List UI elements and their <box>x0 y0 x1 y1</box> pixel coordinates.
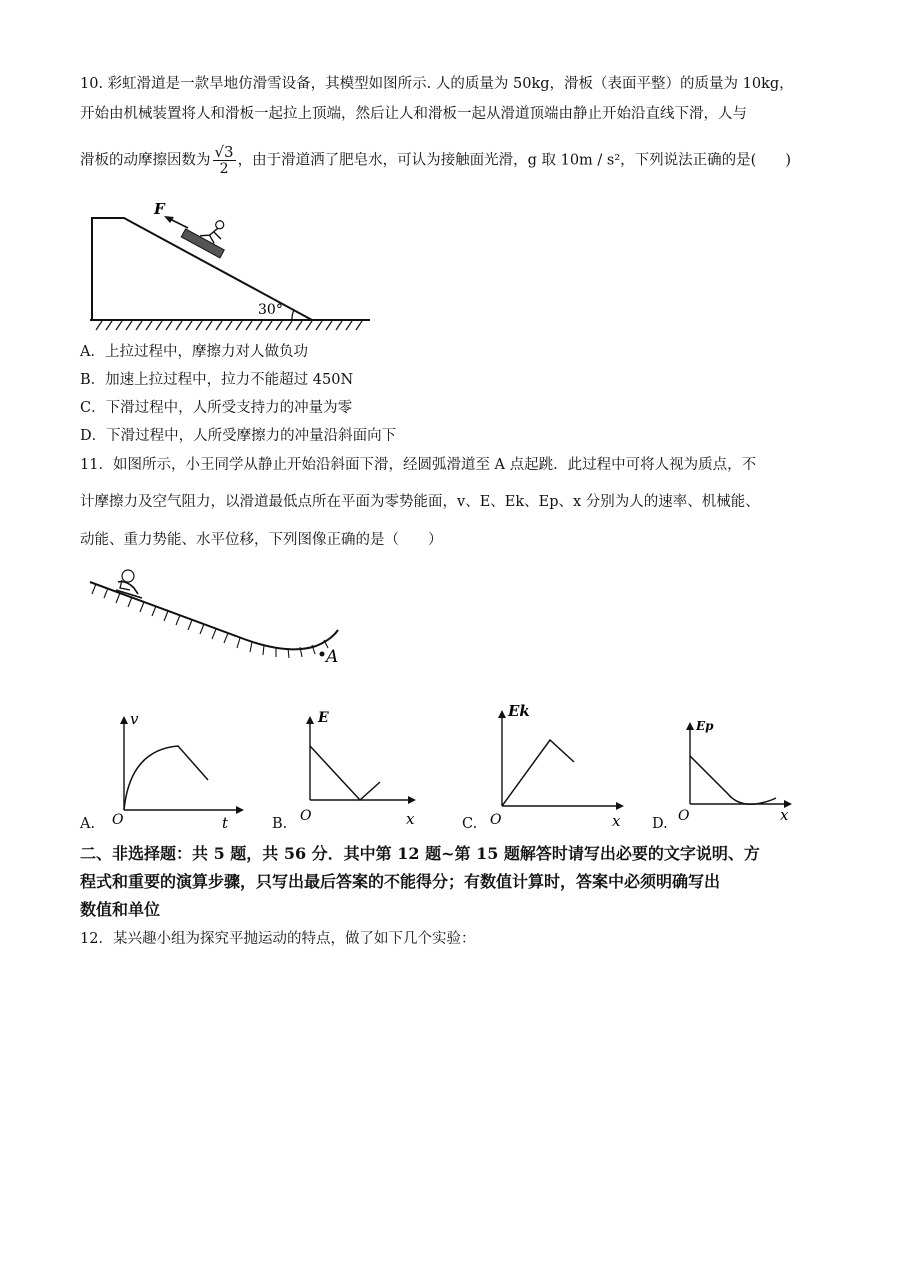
q12-line-1: 12．某兴趣小组为探究平抛运动的特点，做了如下几个实验： <box>80 931 476 947</box>
ek-x-curve <box>502 740 574 806</box>
point-a-label: A <box>326 647 339 667</box>
graph-c-origin: O <box>490 812 502 828</box>
graph-d <box>676 712 806 824</box>
graph-a-xlabel: t <box>222 814 229 832</box>
graph-a-origin: O <box>112 812 124 828</box>
incline-figure <box>88 196 378 334</box>
mu-fraction <box>213 144 236 177</box>
mu-numerator: √3 <box>214 143 234 161</box>
v-t-curve <box>124 746 208 810</box>
section-2-line-3: 数值和单位 <box>80 900 161 919</box>
graph-a-ylabel: v <box>130 710 139 728</box>
graph-c-ylabel: Ek <box>508 702 530 720</box>
graph-c <box>482 700 632 828</box>
q10-line-2: 开始由机械装置将人和滑板一起拉上顶端，然后让人和滑板一起从滑道顶端由静止开始沿直线下滑，人与 <box>80 106 747 122</box>
ground-hatching <box>96 321 362 330</box>
mu-denominator: 2 <box>219 161 229 177</box>
ep-x-curve <box>690 756 776 804</box>
graph-d-option: D. <box>652 816 668 832</box>
section-2-line-1: 二、非选择题：共 5 题，共 56 分．其中第 12 题~第 15 题解答时请写出必要的文字说明、方 <box>80 844 760 863</box>
graph-c-xlabel: x <box>612 812 621 830</box>
graph-b-origin: O <box>300 808 312 824</box>
graph-b <box>290 708 430 828</box>
graph-d-ylabel: Ep <box>696 719 714 733</box>
force-label: F <box>154 200 165 218</box>
e-x-curve <box>310 746 380 800</box>
point-a-marker <box>320 652 325 657</box>
angle-arc <box>292 310 294 320</box>
graph-d-xlabel: x <box>780 806 789 824</box>
q10-line-3 <box>80 144 791 177</box>
skateboard-with-person <box>181 208 235 258</box>
slope-track <box>90 582 338 649</box>
graph-a-option: A. <box>80 816 96 832</box>
ski-slope-figure <box>86 568 356 674</box>
q10-option-c: C．下滑过程中，人所受支持力的冲量为零 <box>80 400 353 416</box>
q11-line-2: 计摩擦力及空气阻力，以滑道最低点所在平面为零势能面，v、E、Ek、Ep、x 分别为人的速率、机械能、 <box>80 494 760 510</box>
q10-option-b: B．加速上拉过程中，拉力不能超过 450N <box>80 372 354 388</box>
section-2-line-2: 程式和重要的演算步骤，只写出最后答案的不能得分；有数值计算时，答案中必须明确写出 <box>80 872 721 891</box>
q10-line-3-pre: 滑板的动摩擦因数为 <box>80 152 211 169</box>
q10-option-d: D．下滑过程中，人所受摩擦力的冲量沿斜面向下 <box>80 428 397 444</box>
angle-label: 30° <box>258 302 283 318</box>
q10-option-a: A．上拉过程中，摩擦力对人做负功 <box>80 344 308 360</box>
graph-c-option: C. <box>462 816 478 832</box>
q10-line-1: 10. 彩虹滑道是一款旱地仿滑雪设备，其模型如图所示. 人的质量为 50kg，滑板（表面平整）的质量为 10kg， <box>80 76 794 92</box>
q10-line-3-post: ，由于滑道洒了肥皂水，可认为接触面光滑，g 取 10m / s²，下列说法正确的是( ) <box>237 152 791 169</box>
graph-b-option: B. <box>272 816 288 832</box>
graph-b-xlabel: x <box>406 810 415 828</box>
q11-line-1: 11．如图所示，小王同学从静止开始沿斜面下滑，经圆弧滑道至 A 点起跳．此过程中可将人视为质点，不 <box>80 457 757 473</box>
q11-line-3: 动能、重力势能、水平位移，下列图像正确的是（ ） <box>80 532 443 548</box>
graph-b-ylabel: E <box>318 710 329 726</box>
graph-d-origin: O <box>678 808 690 824</box>
graph-a <box>100 708 250 832</box>
